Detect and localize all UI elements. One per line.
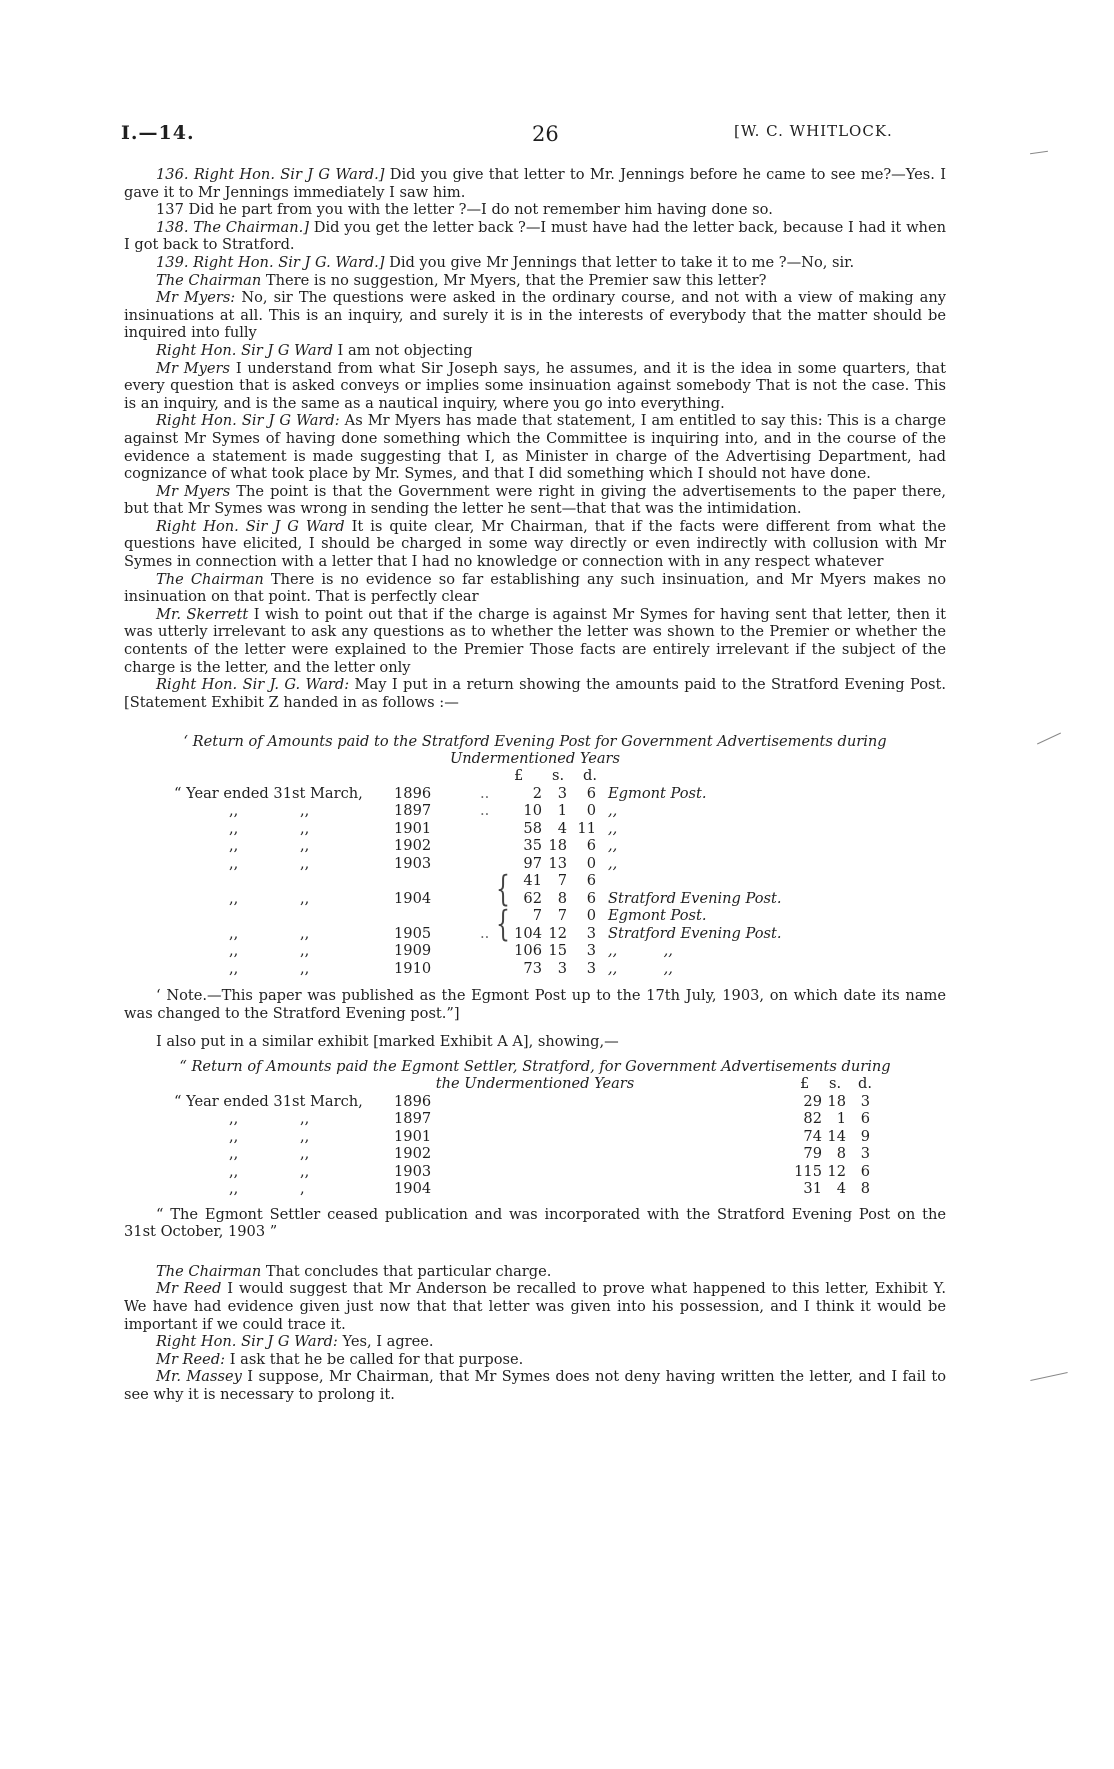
speaker: Right Hon. Sir J G Ward (156, 341, 333, 359)
row-year: 1904 (394, 889, 432, 907)
row-ditto: ,, (300, 889, 310, 907)
paragraph-text: Did you give that letter to Mr. Jennings before he came to see me?—Yes. I gave it to Mr Jennings immediately I saw him. (124, 166, 946, 201)
table-header-row (124, 1075, 946, 1093)
paragraph (124, 1280, 946, 1333)
row-year: 1902 (394, 1145, 432, 1163)
row-year: 1903 (394, 854, 432, 872)
row-year: 1901 (394, 819, 432, 837)
amounts-table-stratford (124, 767, 946, 977)
speaker: The Chairman (156, 271, 262, 289)
row-ditto: ,, (300, 959, 310, 977)
amount-pounds: 35 (523, 837, 542, 855)
paragraph (124, 1351, 946, 1369)
paragraph-text: Did you get the letter back ?—I must have had the letter back, because I had it when I got back to Stratford. (124, 218, 946, 254)
amount-pounds: 104 (514, 924, 542, 942)
row-ditto: ,, (300, 837, 310, 855)
amount-shillings: 4 (557, 819, 567, 837)
row-year: 1909 (394, 942, 432, 960)
brace-mark: { (496, 870, 510, 911)
row-label: ,, (229, 1145, 239, 1163)
amount-pounds: 97 (523, 854, 542, 872)
amount-pounds: 115 (794, 1162, 822, 1180)
table-row (124, 785, 946, 803)
pence-heading: d. (858, 1075, 872, 1093)
row-label: ,, (229, 942, 239, 960)
row-ditto: ,, (300, 1127, 310, 1145)
row-ditto: ,, (300, 1162, 310, 1180)
paragraph (124, 254, 946, 272)
table-row (124, 960, 946, 978)
amount-shillings: 13 (548, 854, 567, 872)
row-label: ,, (229, 802, 239, 820)
amount-pence: 11 (577, 819, 596, 837)
amount-pounds: 29 (803, 1092, 822, 1110)
page-number: 26 (532, 122, 559, 146)
table-row (124, 872, 946, 890)
transcript-body (124, 166, 946, 1404)
pounds-heading: £ (514, 767, 524, 785)
row-label: ,, (229, 819, 239, 837)
paragraph (124, 342, 946, 360)
amount-pounds: 62 (523, 889, 542, 907)
row-ditto: ,, (300, 1145, 310, 1163)
speaker: Right Hon. Sir J G Ward (156, 517, 345, 535)
amount-pence: 3 (860, 1092, 870, 1110)
table-row (124, 942, 946, 960)
paragraph-text: It is quite clear, Mr Chairman, that if the facts were different from what the questions have elicited, I should be charged in some way directly or even indirectly with collusion with Mr Symes in connection with a letter that I had no knowledge or connection with in any respect whatever (124, 517, 946, 571)
row-ditto: ,, (300, 1110, 310, 1128)
paragraph (124, 676, 946, 711)
speaker: 138. The Chairman.] (156, 218, 309, 236)
paragraph-text: There is no suggestion, Mr Myers, that the Premier saw this letter? (261, 271, 767, 289)
amount-pence: 6 (860, 1110, 870, 1128)
paragraph (124, 518, 946, 571)
table-row (124, 855, 946, 873)
paragraph-text: The point is that the Government were right in giving the advertisements to the paper there, but that Mr Symes was wrong in sending the letter he sent—that that was the intimidation. (124, 482, 946, 518)
paragraph-text: I understand from what Sir Joseph says, he assumes, and it is the idea in some quarters, that every question that is asked conveys or implies some insinuation against somebody That is not the case. This is an inquiry, and is the same as a nautical inquiry, where you go into everything. (124, 359, 946, 412)
paragraph (124, 272, 946, 290)
amount-pence: 8 (860, 1180, 870, 1198)
row-year: 1904 (394, 1180, 432, 1198)
row-newspaper: ,, (608, 837, 618, 855)
table-row (124, 1145, 946, 1163)
amount-shillings: 15 (548, 942, 567, 960)
row-leader: .. (480, 924, 490, 942)
amount-pounds: 82 (803, 1110, 822, 1128)
amount-pence: 0 (586, 907, 596, 925)
paragraph (124, 1333, 946, 1351)
row-label: ,, (229, 924, 239, 942)
amount-pounds: 7 (532, 907, 542, 925)
amount-pounds: 31 (803, 1180, 822, 1198)
paragraph (124, 571, 946, 606)
table-row (124, 890, 946, 908)
amounts-table-egmont-settler (124, 1075, 946, 1198)
row-leader: .. (480, 802, 490, 820)
paragraph-text: There is no evidence so far establishing any such insinuation, and Mr Myers makes no insinuation on that point. That is perfectly clear (124, 570, 946, 606)
amount-shillings: 1 (557, 802, 567, 820)
row-label: ,, (229, 889, 239, 907)
paragraph-text: No, sir The questions were asked in the ordinary course, and not with a view of making any insinuations at all. This is an inquiry, and surely it is in the interests of everybody that the matter should be inquired into fully (124, 289, 947, 342)
table-row (124, 1163, 946, 1181)
row-year: 1901 (394, 1127, 432, 1145)
row-label: ,, (229, 959, 239, 977)
shillings-heading: s. (552, 767, 565, 785)
speaker: Right Hon. Sir J. G. Ward: (156, 676, 350, 694)
row-label: “ Year ended 31st March, (174, 1092, 363, 1110)
speaker: Right Hon. Sir J G Ward: (156, 1333, 338, 1351)
speaker: Mr. Skerrett (156, 605, 249, 623)
paragraph (124, 483, 946, 518)
row-year: 1903 (394, 1162, 432, 1180)
speaker: Right Hon. Sir J G Ward: (156, 412, 340, 430)
row-newspaper: Stratford Evening Post. (608, 924, 782, 942)
speaker: 136. Right Hon. Sir J G Ward.] (156, 166, 385, 183)
amount-shillings: 8 (557, 889, 567, 907)
amount-shillings: 14 (827, 1127, 846, 1145)
margin-mark (1037, 733, 1061, 745)
amount-shillings: 12 (827, 1162, 846, 1180)
row-year: 1905 (394, 924, 432, 942)
paragraph-text: As Mr Myers has made that statement, I am entitled to say this: This is a charge against Mr Symes of having done something which the Committee is inquiring into, and in the course of the evidence a statement is made suggesting that I, as Minister in charge of the Advertising Department, had cognizance of what took place by Mr. Symes, and that I did something which I should not have done. (124, 412, 946, 483)
speaker: The Chairman (156, 1262, 262, 1280)
paragraph-text: May I put in a return showing the amounts paid to the Stratford Evening Post. [Statement Exhibit Z handed in as follows :— (124, 676, 946, 711)
row-newspaper: ,, ,, (608, 942, 673, 960)
amount-shillings: 7 (557, 907, 567, 925)
paragraph (124, 201, 946, 219)
speaker: Mr Reed: (156, 1350, 226, 1368)
row-label: ,, (229, 1180, 239, 1198)
table1-caption-subtitle: Undermentioned Years (449, 750, 621, 768)
speaker: Mr Myers (156, 482, 231, 500)
table-row (124, 907, 946, 925)
table-row (124, 1093, 946, 1111)
paragraph-text: 137 Did he part from you with the letter ?—I do not remember him having done so. (156, 201, 773, 219)
table-row (124, 837, 946, 855)
row-newspaper: ,, ,, (608, 959, 673, 977)
row-year: 1910 (394, 959, 432, 977)
pence-heading: d. (583, 767, 597, 785)
row-newspaper: ,, (608, 819, 618, 837)
row-newspaper: ,, (608, 802, 618, 820)
shillings-heading: s. (829, 1075, 842, 1093)
amount-pence: 3 (586, 924, 596, 942)
paragraph-text: I suppose, Mr Chairman, that Mr Symes does not deny having written the letter, and I fail to see why it is necessary to prolong it. (124, 1368, 946, 1404)
row-label: ,, (229, 1162, 239, 1180)
table1-caption: ‘ Return of Amounts paid to the Stratford Evening Post for Government Advertisements during (183, 733, 887, 751)
row-ditto: ,, (300, 942, 310, 960)
amount-shillings: 3 (557, 784, 567, 802)
amount-shillings: 18 (827, 1092, 846, 1110)
row-label: “ Year ended 31st March, (174, 784, 363, 802)
row-label: ,, (229, 1110, 239, 1128)
amount-pence: 3 (860, 1145, 870, 1163)
row-ditto: ,, (300, 924, 310, 942)
pounds-heading: £ (800, 1075, 810, 1093)
amount-pounds: 10 (523, 802, 542, 820)
speaker: 139. Right Hon. Sir J G. Ward.] (156, 253, 385, 271)
witness-name: [W. C. WHITLOCK. (734, 122, 893, 140)
brace-mark: { (496, 905, 510, 946)
amount-pence: 9 (860, 1127, 870, 1145)
amount-pence: 3 (586, 942, 596, 960)
amount-pounds: 74 (803, 1127, 822, 1145)
table2-caption: “ Return of Amounts paid the Egmont Settler, Stratford, for Government Advertisements during (179, 1058, 891, 1076)
paragraph (124, 1263, 946, 1281)
row-label: ,, (229, 854, 239, 872)
amount-pence: 6 (586, 872, 596, 890)
margin-mark (1030, 1372, 1067, 1381)
paragraph-text: I am not objecting (332, 341, 473, 359)
amount-pounds: 58 (523, 819, 542, 837)
row-ditto: ,, (300, 802, 310, 820)
amount-pence: 6 (586, 889, 596, 907)
table-header-row (124, 767, 946, 785)
row-year: 1896 (394, 784, 432, 802)
table1-note: ‘ Note.—This paper was published as the Egmont Post up to the 17th July, 1903, on which date its name was changed to the Stratford Evening post.”] (124, 987, 946, 1022)
paragraph (124, 606, 946, 676)
table-row (124, 820, 946, 838)
row-newspaper: Egmont Post. (608, 784, 707, 802)
speaker: Mr Myers: (156, 289, 236, 307)
amount-shillings: 1 (836, 1110, 846, 1128)
speaker: Mr Myers (156, 359, 231, 377)
paragraph (124, 289, 946, 342)
amount-shillings: 18 (548, 837, 567, 855)
amount-pence: 6 (860, 1162, 870, 1180)
amount-shillings: 4 (836, 1180, 846, 1198)
row-ditto: ,, (300, 854, 310, 872)
paragraph (124, 412, 946, 482)
amount-pounds: 2 (532, 784, 542, 802)
amount-pounds: 41 (523, 872, 542, 890)
paragraph-text: I wish to point out that if the charge is against Mr Symes for having sent that letter, then it was utterly irrelevant to ask any questions as to whether the letter was shown to the Premier or whether the contents of the letter were explained to the Premier Those facts are entirely irrelevant if the subject of the charge is the letter, and the letter only (124, 605, 947, 676)
speaker: Mr. Massey (156, 1368, 242, 1386)
table-row (124, 925, 946, 943)
table2-caption-subtitle: the Undermentioned Years (435, 1075, 635, 1093)
row-leader: .. (480, 784, 490, 802)
row-year: 1896 (394, 1092, 432, 1110)
speaker: Mr Reed (156, 1280, 222, 1298)
row-year: 1897 (394, 802, 432, 820)
row-newspaper: ,, (608, 854, 618, 872)
amount-shillings: 12 (548, 924, 567, 942)
amount-pounds: 106 (514, 942, 542, 960)
row-newspaper: Stratford Evening Post. (608, 889, 782, 907)
amount-pence: 3 (586, 959, 596, 977)
paragraph (124, 360, 946, 413)
amount-shillings: 8 (836, 1145, 846, 1163)
amount-pounds: 79 (803, 1145, 822, 1163)
speaker: The Chairman (156, 570, 264, 588)
document-reference: I.—14. (121, 122, 195, 144)
paragraph-text: I would suggest that Mr Anderson be recalled to prove what happened to this letter, Exhibit Y. We have had evidence given just now that that letter was given into his possession, and I think it would be important if we could trace it. (124, 1280, 946, 1333)
paragraph-text: I ask that he be called for that purpose. (225, 1350, 524, 1368)
row-label: ,, (229, 837, 239, 855)
amount-pounds: 73 (523, 959, 542, 977)
amount-shillings: 7 (557, 872, 567, 890)
amount-pence: 6 (586, 784, 596, 802)
table-row (124, 1110, 946, 1128)
row-year: 1902 (394, 837, 432, 855)
amount-shillings: 3 (557, 959, 567, 977)
exhibit-intro: I also put in a similar exhibit [marked Exhibit A A], showing,— (156, 1032, 619, 1050)
paragraph (124, 1368, 946, 1403)
table-row (124, 802, 946, 820)
table-row (124, 1128, 946, 1146)
row-ditto: , (300, 1180, 305, 1198)
table-row (124, 1180, 946, 1198)
paragraph-text: That concludes that particular charge. (261, 1262, 552, 1280)
amount-pence: 6 (586, 837, 596, 855)
row-newspaper: Egmont Post. (608, 907, 707, 925)
margin-mark (1030, 151, 1048, 154)
paragraph (124, 219, 946, 254)
paragraph-text: Yes, I agree. (337, 1333, 434, 1351)
paragraph-text: Did you give Mr Jennings that letter to take it to me ?—No, sir. (384, 253, 855, 271)
amount-pence: 0 (586, 854, 596, 872)
row-label: ,, (229, 1127, 239, 1145)
table2-note: “ The Egmont Settler ceased publication and was incorporated with the Stratford Evening Post on the 31st October, 1903 ” (124, 1205, 946, 1241)
amount-pence: 0 (586, 802, 596, 820)
paragraph (124, 166, 946, 201)
row-ditto: ,, (300, 819, 310, 837)
row-year: 1897 (394, 1110, 432, 1128)
